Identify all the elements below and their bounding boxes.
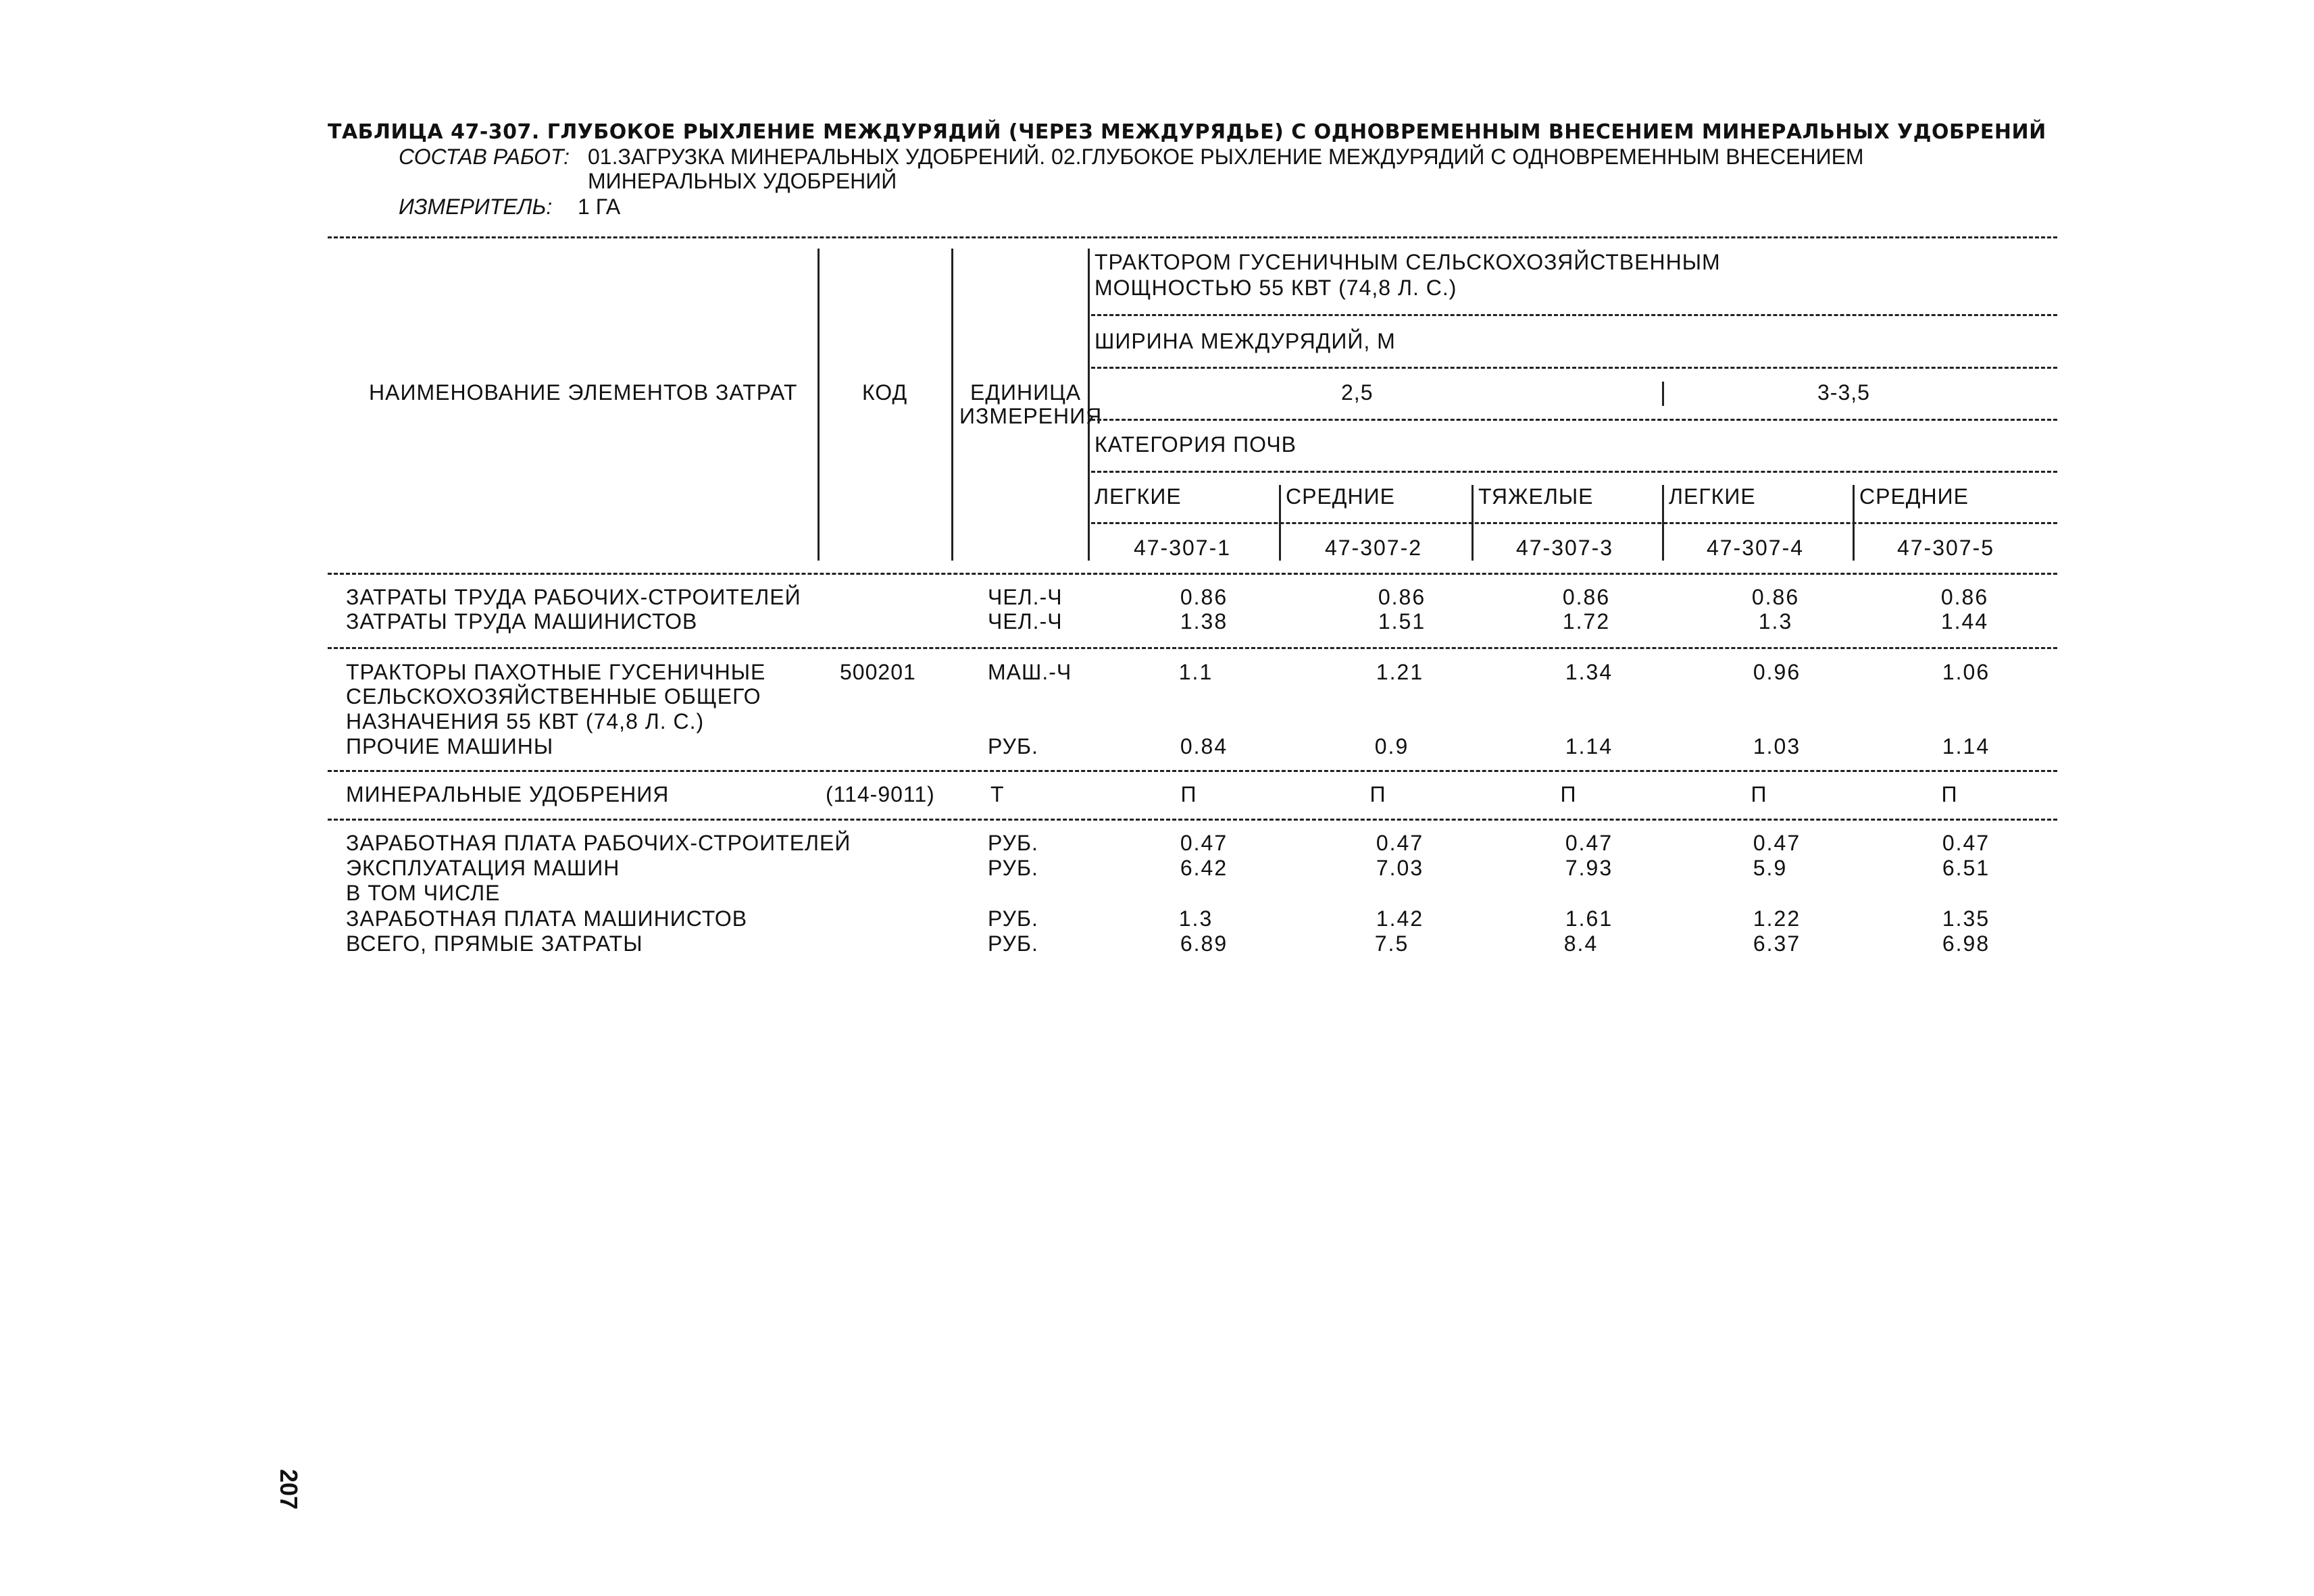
row-2-value-5: 1.06 bbox=[1942, 660, 1990, 684]
section-rule-2 bbox=[328, 770, 2057, 772]
row-name-3: СЕЛЬСКОХОЗЯЙСТВЕННЫЕ ОБЩЕГО bbox=[346, 684, 761, 709]
row-7-value-1: 0.47 bbox=[1180, 831, 1228, 855]
row-name-7: ЗАРАБОТНАЯ ПЛАТА РАБОЧИХ-СТРОИТЕЛЕЙ bbox=[346, 831, 851, 855]
header-rule-3 bbox=[1091, 419, 2057, 421]
soil-5: СРЕДНИЕ bbox=[1859, 484, 1969, 509]
row-0-value-4: 0.86 bbox=[1751, 585, 1800, 609]
row-code-6: (114-9011) bbox=[826, 782, 935, 806]
row-7-value-4: 0.47 bbox=[1753, 831, 1801, 855]
row-10-value-5: 1.35 bbox=[1942, 906, 1990, 931]
header-unit-line-2: ИЗМЕРЕНИЯ bbox=[959, 404, 1103, 428]
header-rule-1 bbox=[1091, 314, 2057, 316]
row-name-4: НАЗНАЧЕНИЯ 55 КВТ (74,8 Л. С.) bbox=[346, 709, 705, 733]
row-5-value-5: 1.14 bbox=[1942, 734, 1990, 758]
row-1-value-2: 1.51 bbox=[1378, 609, 1426, 634]
row-11-value-5: 6.98 bbox=[1942, 931, 1990, 956]
row-0-value-5: 0.86 bbox=[1940, 585, 1989, 609]
row-11-value-2: 7.5 bbox=[1374, 931, 1409, 956]
row-0-value-2: 0.86 bbox=[1378, 585, 1426, 609]
header-tractor-line-2: МОЩНОСТЬЮ 55 КВТ (74,8 Л. С.) bbox=[1095, 276, 1457, 300]
row-unit-7: РУБ. bbox=[988, 831, 1038, 855]
row-1-value-4: 1.3 bbox=[1758, 609, 1793, 634]
row-unit-11: РУБ. bbox=[988, 931, 1038, 956]
page-number: 207 bbox=[275, 1469, 303, 1510]
header-tractor-line-1: ТРАКТОРОМ ГУСЕНИЧНЫМ СЕЛЬСКОХОЗЯЙСТВЕННЫМ bbox=[1095, 250, 1721, 274]
row-1-value-5: 1.44 bbox=[1940, 609, 1989, 634]
row-1-value-3: 1.72 bbox=[1562, 609, 1611, 634]
row-5-value-4: 1.03 bbox=[1753, 734, 1801, 758]
row-name-5: ПРОЧИЕ МАШИНЫ bbox=[346, 734, 554, 758]
row-1-value-1: 1.38 bbox=[1180, 609, 1228, 634]
row-6-value-5: П bbox=[1941, 782, 1959, 806]
row-name-8: ЭКСПЛУАТАЦИЯ МАШИН bbox=[346, 856, 620, 880]
header-bottom-rule bbox=[328, 573, 2057, 575]
row-10-value-2: 1.42 bbox=[1376, 906, 1424, 931]
row-unit-2: МАШ.-Ч bbox=[988, 660, 1072, 684]
row-2-value-2: 1.21 bbox=[1376, 660, 1424, 684]
header-rule-2 bbox=[1091, 367, 2057, 369]
header-divider-name-code bbox=[818, 249, 820, 561]
table-title: ТАБЛИЦА 47-307. ГЛУБОКОЕ РЫХЛЕНИЕ МЕЖДУРЯДИЙ (ЧЕРЕЗ МЕЖДУРЯДЬЕ) С ОДНОВРЕМЕННЫМ ВНЕСЕНИЕМ МИНЕРАЛЬНЫХ УДОБРЕНИЙ bbox=[328, 120, 2046, 144]
row-8-value-2: 7.03 bbox=[1376, 856, 1424, 880]
row-10-value-4: 1.22 bbox=[1753, 906, 1801, 931]
composition-line-2: МИНЕРАЛЬНЫХ УДОБРЕНИЙ bbox=[588, 169, 897, 193]
code-5: 47-307-5 bbox=[1896, 536, 1995, 560]
row-10-value-1: 1.3 bbox=[1178, 906, 1213, 931]
soil-2: СРЕДНИЕ bbox=[1286, 484, 1395, 509]
header-soil-label: КАТЕГОРИЯ ПОЧВ bbox=[1095, 432, 1297, 457]
row-name-9: В ТОМ ЧИСЛЕ bbox=[346, 881, 501, 905]
row-code-2: 500201 bbox=[840, 660, 916, 684]
row-8-value-5: 6.51 bbox=[1942, 856, 1990, 880]
row-name-10: ЗАРАБОТНАЯ ПЛАТА МАШИНИСТОВ bbox=[346, 906, 748, 931]
row-unit-8: РУБ. bbox=[988, 856, 1038, 880]
soil-1: ЛЕГКИЕ bbox=[1095, 484, 1182, 509]
header-code: КОД bbox=[862, 380, 908, 405]
row-unit-10: РУБ. bbox=[988, 906, 1038, 931]
row-2-value-4: 0.96 bbox=[1753, 660, 1801, 684]
row-6-value-4: П bbox=[1751, 782, 1768, 806]
row-11-value-3: 8.4 bbox=[1563, 931, 1599, 956]
row-unit-6: Т bbox=[990, 782, 1005, 806]
row-5-value-2: 0.9 bbox=[1374, 734, 1409, 758]
top-rule bbox=[328, 236, 2057, 238]
header-divider-width bbox=[1662, 382, 1664, 406]
row-2-value-1: 1.1 bbox=[1178, 660, 1213, 684]
row-name-2: ТРАКТОРЫ ПАХОТНЫЕ ГУСЕНИЧНЫЕ bbox=[346, 660, 766, 684]
header-name: НАИМЕНОВАНИЕ ЭЛЕМЕНТОВ ЗАТРАТ bbox=[369, 380, 798, 405]
row-8-value-4: 5.9 bbox=[1753, 856, 1788, 880]
header-width-b: 3-3,5 bbox=[1817, 380, 1870, 405]
header-divider-code-unit bbox=[951, 249, 953, 561]
row-11-value-1: 6.89 bbox=[1180, 931, 1228, 956]
code-3: 47-307-3 bbox=[1515, 536, 1614, 560]
row-5-value-1: 0.84 bbox=[1180, 734, 1228, 758]
row-8-value-1: 6.42 bbox=[1180, 856, 1228, 880]
row-unit-0: ЧЕЛ.-Ч bbox=[988, 585, 1063, 609]
code-4: 47-307-4 bbox=[1706, 536, 1805, 560]
row-6-value-2: П bbox=[1369, 782, 1387, 806]
row-5-value-3: 1.14 bbox=[1565, 734, 1613, 758]
row-0-value-3: 0.86 bbox=[1562, 585, 1611, 609]
row-0-value-1: 0.86 bbox=[1180, 585, 1228, 609]
section-rule-3 bbox=[328, 819, 2057, 821]
row-11-value-4: 6.37 bbox=[1753, 931, 1801, 956]
row-7-value-5: 0.47 bbox=[1942, 831, 1990, 855]
row-unit-5: РУБ. bbox=[988, 734, 1038, 758]
composition-label: СОСТАВ РАБОТ: bbox=[399, 145, 570, 169]
row-6-value-1: П bbox=[1180, 782, 1198, 806]
header-width-label: ШИРИНА МЕЖДУРЯДИЙ, М bbox=[1095, 329, 1396, 353]
section-rule-1 bbox=[328, 647, 2057, 649]
header-rule-4 bbox=[1091, 471, 2057, 473]
row-name-11: ВСЕГО, ПРЯМЫЕ ЗАТРАТЫ bbox=[346, 931, 643, 956]
row-7-value-2: 0.47 bbox=[1376, 831, 1424, 855]
row-name-0: ЗАТРАТЫ ТРУДА РАБОЧИХ-СТРОИТЕЛЕЙ bbox=[346, 585, 801, 609]
header-unit-line-1: ЕДИНИЦА bbox=[970, 380, 1082, 405]
row-name-6: МИНЕРАЛЬНЫЕ УДОБРЕНИЯ bbox=[346, 782, 670, 806]
header-width-a: 2,5 bbox=[1341, 380, 1374, 405]
row-6-value-3: П bbox=[1560, 782, 1578, 806]
row-name-1: ЗАТРАТЫ ТРУДА МАШИНИСТОВ bbox=[346, 609, 698, 634]
header-rule-5 bbox=[1091, 522, 2057, 524]
row-8-value-3: 7.93 bbox=[1565, 856, 1613, 880]
measure-value: 1 ГА bbox=[578, 195, 621, 219]
composition-line-1: 01.ЗАГРУЗКА МИНЕРАЛЬНЫХ УДОБРЕНИЙ. 02.ГЛУБОКОЕ РЫХЛЕНИЕ МЕЖДУРЯДИЙ С ОДНОВРЕМЕННЫМ ВНЕСЕНИЕМ bbox=[588, 145, 1864, 169]
row-10-value-3: 1.61 bbox=[1565, 906, 1613, 931]
row-7-value-3: 0.47 bbox=[1565, 831, 1613, 855]
row-2-value-3: 1.34 bbox=[1565, 660, 1613, 684]
soil-3: ТЯЖЕЛЫЕ bbox=[1478, 484, 1594, 509]
soil-4: ЛЕГКИЕ bbox=[1669, 484, 1756, 509]
code-1: 47-307-1 bbox=[1133, 536, 1232, 560]
row-unit-1: ЧЕЛ.-Ч bbox=[988, 609, 1063, 634]
code-2: 47-307-2 bbox=[1324, 536, 1423, 560]
measure-label: ИЗМЕРИТЕЛЬ: bbox=[399, 195, 553, 219]
